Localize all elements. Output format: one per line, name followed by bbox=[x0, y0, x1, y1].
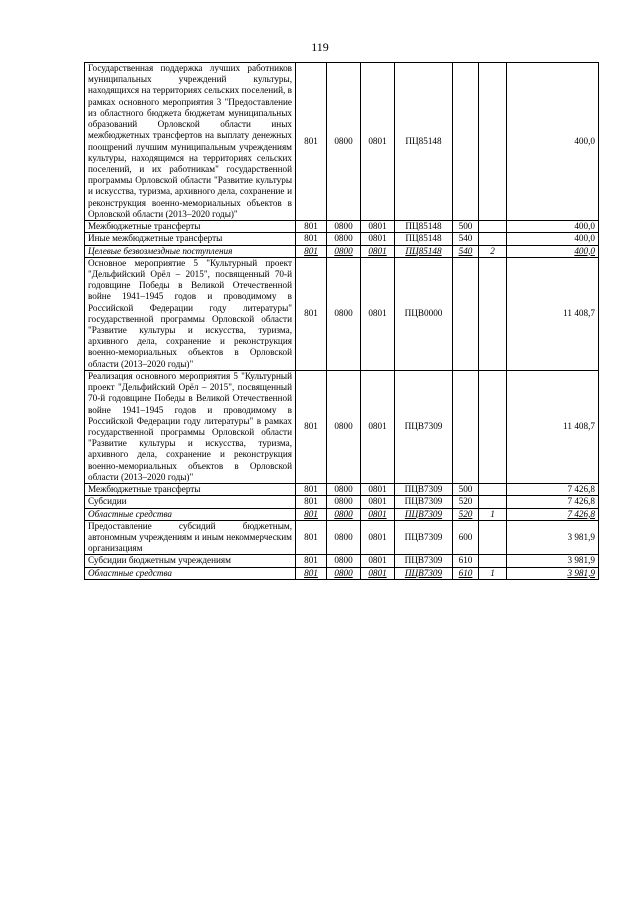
grbs-cell: 801 bbox=[296, 233, 327, 245]
row-name: Субсидии bbox=[85, 496, 296, 508]
section-cell: 0800 bbox=[327, 520, 361, 555]
vr-cell: 500 bbox=[453, 221, 479, 233]
subsection-cell: 0801 bbox=[361, 245, 395, 257]
amount-cell: 400,0 bbox=[507, 233, 599, 245]
vr-cell: 610 bbox=[453, 555, 479, 567]
amount-cell: 11 408,7 bbox=[507, 257, 599, 370]
source-cell bbox=[479, 221, 507, 233]
amount-cell: 3 981,9 bbox=[507, 567, 599, 579]
section-cell: 0800 bbox=[327, 484, 361, 496]
table-row bbox=[85, 257, 599, 370]
target-cell: ПЦ85148 bbox=[395, 245, 453, 257]
section-cell: 0800 bbox=[327, 370, 361, 483]
subsection-cell: 0801 bbox=[361, 63, 395, 221]
target-cell: ПЦВ7309 bbox=[395, 555, 453, 567]
row-name: Областные средства bbox=[85, 508, 296, 520]
target-cell: ПЦ85148 bbox=[395, 63, 453, 221]
row-name: Межбюджетные трансферты bbox=[85, 484, 296, 496]
table-row bbox=[85, 508, 599, 520]
target-cell: ПЦВ7309 bbox=[395, 484, 453, 496]
subsection-cell: 0801 bbox=[361, 221, 395, 233]
section-cell: 0800 bbox=[327, 221, 361, 233]
grbs-cell: 801 bbox=[296, 257, 327, 370]
grbs-cell: 801 bbox=[296, 245, 327, 257]
subsection-cell: 0801 bbox=[361, 555, 395, 567]
row-name: Межбюджетные трансферты bbox=[85, 221, 296, 233]
section-cell: 0800 bbox=[327, 508, 361, 520]
amount-cell: 7 426,8 bbox=[507, 496, 599, 508]
row-name: Областные средства bbox=[85, 567, 296, 579]
amount-cell: 7 426,8 bbox=[507, 508, 599, 520]
row-name: Государственная поддержка лучших работников муниципальных учреждений культуры, находящихся на территориях сельских поселений, в рамках основного мероприятия 3 "Предоставление из областного бюджета бюджетам муниципальных образований Орловской области иных межбюджетных трансфертов на выплату денежных поощрений лучшим муниципальным учреждениям культуры, находящимся на территориях сельских поселений, и их работникам" государственной программы Орловской области "Развитие культуры и искусства, туризма, архивного дела, сохранение и реконструкция военно-мемориальных объектов в Орловской области (2013–2020 годы)" bbox=[85, 63, 296, 221]
page-number: 119 bbox=[311, 40, 329, 54]
grbs-cell: 801 bbox=[296, 567, 327, 579]
source-cell bbox=[479, 370, 507, 483]
section-cell: 0800 bbox=[327, 63, 361, 221]
source-cell bbox=[479, 555, 507, 567]
target-cell: ПЦВ7309 bbox=[395, 520, 453, 555]
section-cell: 0800 bbox=[327, 555, 361, 567]
amount-cell: 400,0 bbox=[507, 245, 599, 257]
table-row bbox=[85, 63, 599, 221]
vr-cell: 600 bbox=[453, 520, 479, 555]
subsection-cell: 0801 bbox=[361, 484, 395, 496]
budget-table bbox=[84, 62, 599, 580]
table-row bbox=[85, 233, 599, 245]
source-cell bbox=[479, 484, 507, 496]
vr-cell: 610 bbox=[453, 567, 479, 579]
target-cell: ПЦВ0000 bbox=[395, 257, 453, 370]
grbs-cell: 801 bbox=[296, 221, 327, 233]
subsection-cell: 0801 bbox=[361, 520, 395, 555]
subsection-cell: 0801 bbox=[361, 496, 395, 508]
row-name: Иные межбюджетные трансферты bbox=[85, 233, 296, 245]
table-row bbox=[85, 567, 599, 579]
target-cell: ПЦ85148 bbox=[395, 221, 453, 233]
source-cell bbox=[479, 257, 507, 370]
source-cell: 1 bbox=[479, 508, 507, 520]
source-cell bbox=[479, 63, 507, 221]
table-row bbox=[85, 496, 599, 508]
target-cell: ПЦВ7309 bbox=[395, 496, 453, 508]
source-cell: 2 bbox=[479, 245, 507, 257]
row-name: Реализация основного мероприятия 5 "Культурный проект "Дельфийский Орёл – 2015", посвященный 70-й годовщине Победы в Великой Отечественной войне 1941–1945 годов и проводимому в Российской Федерации году литературы" в рамках государственной программы Орловской области "Развитие культуры и искусства, туризма, архивного дела, сохранение и реконструкция военно-мемориальных объектов в Орловской области (2013–2020 годы)" bbox=[85, 370, 296, 483]
target-cell: ПЦ85148 bbox=[395, 233, 453, 245]
table-row bbox=[85, 245, 599, 257]
vr-cell: 500 bbox=[453, 484, 479, 496]
section-cell: 0800 bbox=[327, 496, 361, 508]
grbs-cell: 801 bbox=[296, 508, 327, 520]
amount-cell: 3 981,9 bbox=[507, 520, 599, 555]
row-name: Целевые безвозмездные поступления bbox=[85, 245, 296, 257]
grbs-cell: 801 bbox=[296, 63, 327, 221]
amount-cell: 7 426,8 bbox=[507, 484, 599, 496]
section-cell: 0800 bbox=[327, 567, 361, 579]
grbs-cell: 801 bbox=[296, 555, 327, 567]
source-cell: 1 bbox=[479, 567, 507, 579]
table-row bbox=[85, 555, 599, 567]
grbs-cell: 801 bbox=[296, 370, 327, 483]
amount-cell: 400,0 bbox=[507, 221, 599, 233]
table-row bbox=[85, 520, 599, 555]
grbs-cell: 801 bbox=[296, 484, 327, 496]
row-name: Субсидии бюджетным учреждениям bbox=[85, 555, 296, 567]
section-cell: 0800 bbox=[327, 257, 361, 370]
table-row bbox=[85, 484, 599, 496]
subsection-cell: 0801 bbox=[361, 567, 395, 579]
section-cell: 0800 bbox=[327, 233, 361, 245]
vr-cell bbox=[453, 370, 479, 483]
section-cell: 0800 bbox=[327, 245, 361, 257]
source-cell bbox=[479, 233, 507, 245]
vr-cell: 540 bbox=[453, 233, 479, 245]
subsection-cell: 0801 bbox=[361, 233, 395, 245]
row-name: Предоставление субсидий бюджетным, автономным учреждениям и иным некоммерческим организациям bbox=[85, 520, 296, 555]
vr-cell bbox=[453, 257, 479, 370]
subsection-cell: 0801 bbox=[361, 257, 395, 370]
subsection-cell: 0801 bbox=[361, 508, 395, 520]
table-row bbox=[85, 370, 599, 483]
grbs-cell: 801 bbox=[296, 496, 327, 508]
vr-cell: 520 bbox=[453, 496, 479, 508]
target-cell: ПЦВ7309 bbox=[395, 508, 453, 520]
amount-cell: 400,0 bbox=[507, 63, 599, 221]
row-name: Основное мероприятие 5 "Культурный проект "Дельфийский Орёл – 2015", посвященный 70-й годовщине Победы в Великой Отечественной войне 1941–1945 годов и проводимому в Российской Федерации году литературы" государственной программы Орловской области "Развитие культуры и искусства, туризма, архивного дела, сохранение и реконструкция военно-мемориальных объектов в Орловской области (2013–2020 годы)" bbox=[85, 257, 296, 370]
vr-cell: 540 bbox=[453, 245, 479, 257]
subsection-cell: 0801 bbox=[361, 370, 395, 483]
grbs-cell: 801 bbox=[296, 520, 327, 555]
source-cell bbox=[479, 520, 507, 555]
table-row bbox=[85, 221, 599, 233]
source-cell bbox=[479, 496, 507, 508]
vr-cell bbox=[453, 63, 479, 221]
amount-cell: 3 981,9 bbox=[507, 555, 599, 567]
vr-cell: 520 bbox=[453, 508, 479, 520]
target-cell: ПЦВ7309 bbox=[395, 370, 453, 483]
amount-cell: 11 408,7 bbox=[507, 370, 599, 483]
target-cell: ПЦВ7309 bbox=[395, 567, 453, 579]
